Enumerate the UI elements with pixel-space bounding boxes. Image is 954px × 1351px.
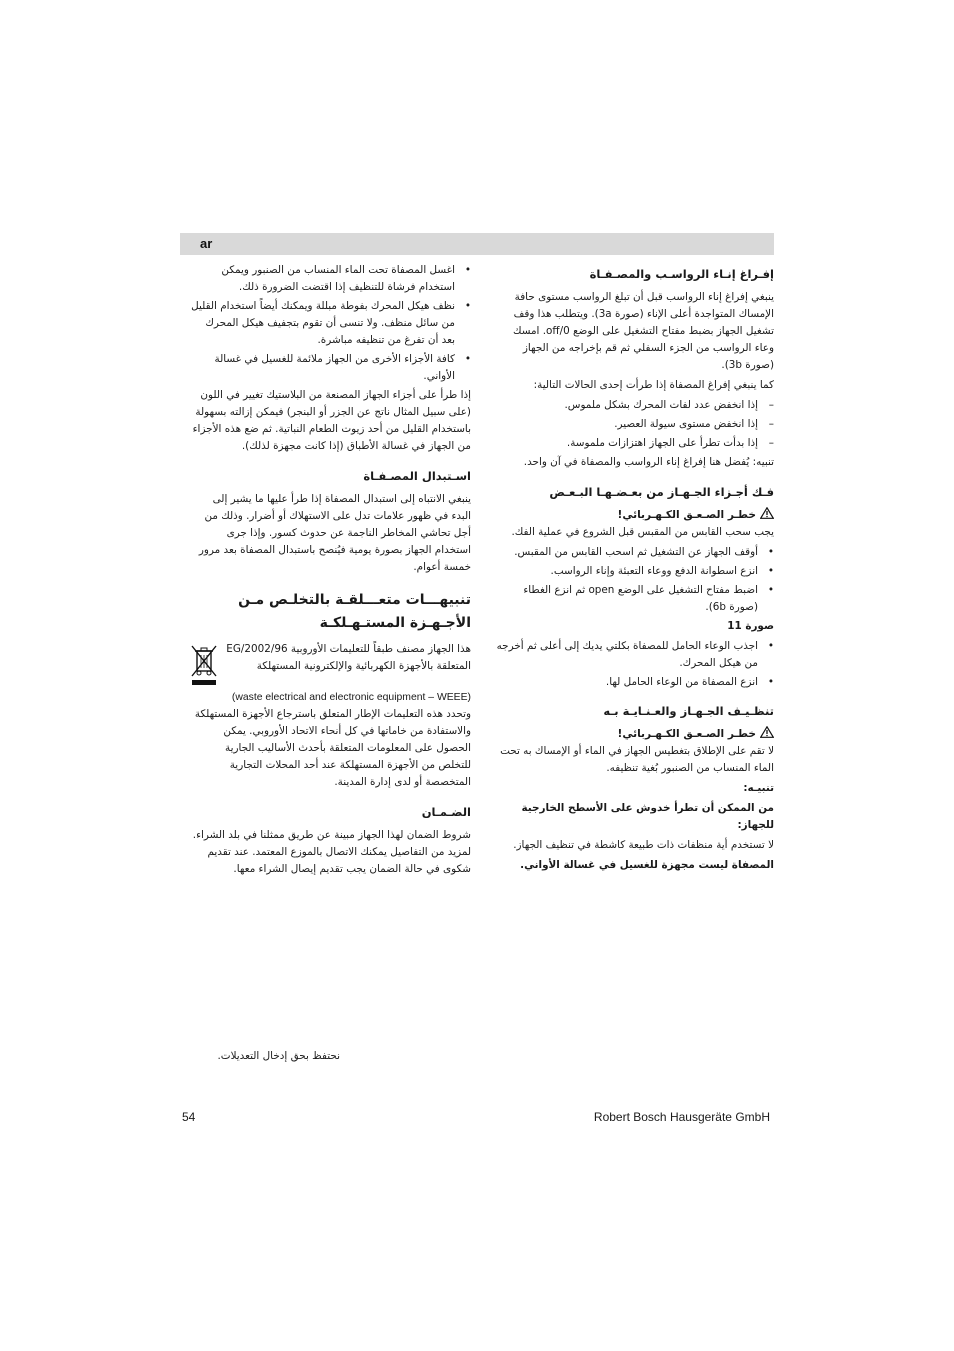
electric-shock-warning (496, 507, 774, 524)
warning-triangle-icon (760, 726, 774, 738)
list-item: • كافة الأجزاء الأخرى من الجهاز ملائمة للغسيل في غسالة الأواني. (190, 351, 455, 385)
caution-bold: من الممكن أن تطرأ خدوش على الأسطح الخارجية للجهاز: (521, 802, 774, 831)
weee-block (190, 641, 471, 687)
section-title-emptying: إفـراغ إنـاء الرواسـب والمصـفـاة (589, 267, 774, 281)
weee-paragraph-2: وتحدد هذه التعليمات الإطار المتعلق باسترجاع الأجهزة المستهلكة والاستفادة من خاماتها في كل أنحاء الاتحاد الأوروبي. يمكن الحصول على المعلومات المتعلقة بأحدث الأساليب الجارية للتخلص من الأجهزة المستهلكة عند أحد المحلات التجارية المتخصصة أو لدى إدارة المدينة. (194, 708, 471, 788)
modifications-note: نحتفظ بحق إدخال التعديلات. (217, 1050, 340, 1062)
warranty-paragraph: شروط الضمان لهذا الجهاز مبينة عن طريق ممثلنا في بلد الشراء. لمزيد من التفاصيل يمكنك الاتصال بالموزع المعتمد. عند تقديم شكوى في حالة الضمان يجب تقديم إيصال الشراء معها. (192, 829, 471, 875)
caution-dishwasher: المصفاة ليست مجهزة للغسيل في غسالة الأواني. (520, 859, 774, 871)
language-header-bar (180, 233, 774, 255)
section-title-replace-filter: اسـتبدال المصـفـاة (363, 469, 471, 483)
list-item: • أوقف الجهاز عن التشغيل ثم اسحب القابس من المقبس. (496, 544, 758, 561)
company-name: Robert Bosch Hausgeräte GmbH (593, 1110, 770, 1124)
disassembly-list-2 (496, 638, 774, 691)
list-item: • نظف هيكل المحرك بفوطة مبللة ويمكنك أيضاً استخدام القليل من سائل منظف. ولا تنسى أن تقوم بتجفيف هيكل المحرك بعد أن تفرغ من تنظيفه مباشرة. (190, 298, 455, 349)
crossed-out-bin-icon (190, 643, 218, 687)
list-item: – إذا انخفض مستوى سيولة العصير. (496, 416, 758, 433)
warning-label: خطـر الصـعـق الكـهـربائي! (617, 509, 756, 521)
emptying-conditions-list (496, 397, 774, 452)
list-item: – إذا انخفض عدد لفات المحرك بشكل ملموس. (496, 397, 758, 414)
section-title-disassembly: فـك أجـزاء الجـهـاز من بعـضـهـا البـعـض (549, 485, 774, 499)
list-item: • اجذب الوعاء الحامل للمصفاة بكلتي يديك إلى أعلى ثم أخرجه من هيكل المحرك. (496, 638, 758, 672)
weee-english-text: (waste electrical and electronic equipment – WEEE) (231, 692, 471, 703)
list-item: • اضبط مفتاح التشغيل على الوضع open ثم انزع الغطاء (صورة 6b). (496, 582, 758, 616)
section-title-warranty: الضـمـان (421, 805, 471, 819)
right-column (496, 262, 774, 877)
emptying-paragraph: ينبغي إفراغ إناء الرواسب قبل أن تبلغ الرواسب مستوى حافة الإمساك المتواجدة أعلى الإناء (صورة 3a). ويتطلب هذا وقف تشغيل الجهاز بضبط مفتاح التشغيل على الوضع off/0. امسك وعاء الرواسب من الجزء السفلي ثم قم بإخراجه من الجهاز (صورة 3b). (512, 291, 774, 371)
replace-filter-paragraph: ينبغي الانتباه إلى استبدال المصفاة إذا طرأ عليها ما يشير إلى البدء في ظهور علامات تدل على الاستهلاك أو أضرار. وذلك من أجل تحاشي المخاطر الناجمة عن حدوث كسور. وإذا جرى استخدام الجهاز بصورة يومية فيُنصح باستبدال المصفاة بعد مرور خمسة أعوام. (198, 493, 471, 573)
list-item: • اغسل المصفاة تحت الماء المنساب من الصنبور ويمكن استخدام فرشاة للتنظيف إذا اقتضت الضرورة ذلك. (190, 262, 455, 296)
cleaning-paragraph: لا تقم على الإطلاق بتغطيس الجهاز في الماء أو الإمساك به تحت الماء المنساب من الصنبور بُغية تنظيفه. (500, 745, 774, 774)
list-item: • انزع اسطوانة الدفع ووعاء التعبئة وإناء الرواسب. (496, 563, 758, 580)
page-number: 54 (182, 1110, 196, 1124)
warning-label: خطـر الصـعـق الكـهـربائي! (617, 728, 756, 740)
electric-shock-warning-2 (496, 726, 774, 743)
language-code: ar (200, 236, 213, 251)
caution-paragraph: لا تستخدم أية منظفات ذات طبيعة كاشطة في تنظيف الجهاز. (513, 839, 774, 851)
section-title-cleaning: تنظـيـف الجـهـاز والعـنـايـة بـه (603, 704, 774, 718)
section-title-disposal: تنبيهـــات متعـــلقـة بالتخلـص مـن الأجـهـزة المستـهـلكـة (238, 592, 471, 631)
cleaning-list (190, 262, 471, 385)
list-item: • انزع المصفاة من الوعاء الحامل لها. (496, 674, 758, 691)
disassembly-list (496, 544, 774, 616)
warning-triangle-icon (760, 507, 774, 519)
emptying-conditions-intro: كما ينبغي إفراغ المصفاة إذا طرأت إحدى الحالات التالية: (533, 379, 774, 391)
list-item: – إذا بدأت تطرأ على الجهاز اهتزازات ملموسة. (496, 435, 758, 452)
figure-label: صورة 11 (727, 620, 774, 632)
left-column (190, 262, 471, 881)
caution-label: تنبيـه: (743, 782, 774, 794)
weee-paragraph: هذا الجهاز مصنف طبقاً للتعليمات الأوروبية 2002/96/EG المتعلقة بالأجهزة الكهربائية والإلكترونية المستهلكة (226, 643, 471, 672)
disassembly-paragraph: يجب سحب القابس من المقبس قبل الشروع في عملية الفك. (511, 526, 774, 538)
plastic-discoloration-paragraph: إذا طرأ على أجزاء الجهاز المصنعة من البلاستيك تغيير في اللون (على سبيل المثال ناتج عن الجزر أو البنجر) فيمكن إزالته بسهولة باستخدام القليل من أحد زيوت الطعام النباتية. ثم ضع هذه الأجزاء من الجهاز في غسالة الأطباق (إذا كانت مجهزة لذلك). (192, 389, 471, 452)
emptying-tip: تنبيه: يُفضل هنا إفراغ إناء الرواسب والمصفاة في آن واحد. (523, 456, 774, 468)
